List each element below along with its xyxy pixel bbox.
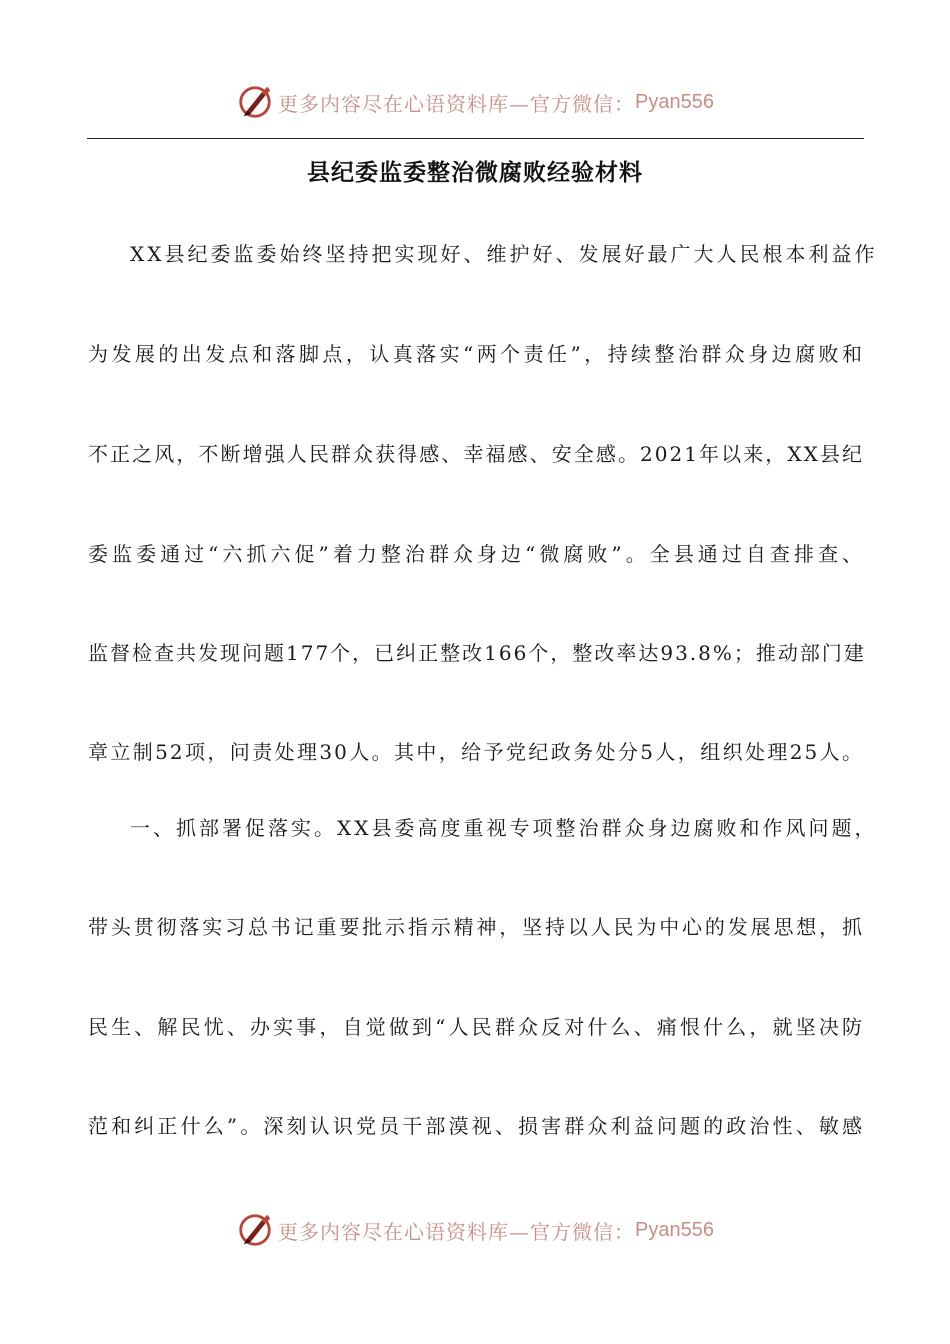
banner-text: 更多内容尽在心语资料库—官方微信：: [278, 91, 636, 116]
banner-text: 更多内容尽在心语资料库—官方微信：: [278, 1219, 636, 1244]
footer-banner: [0, 1208, 950, 1252]
body-line-2: 为发展的出发点和落脚点，认真落实“两个责任”，持续整治群众身边腐败和: [88, 342, 864, 366]
document-title: 县纪委监委整治微腐败经验材料: [307, 160, 643, 186]
body-line-8: 带头贯彻落实习总书记重要批示指示精神，坚持以人民为中心的发展思想，抓: [88, 915, 864, 939]
pen-logo-icon: [236, 83, 274, 121]
body-line-7: 一、抓部署促落实。XX县委高度重视专项整治群众身边腐败和作风问题，: [130, 816, 878, 840]
header-divider: [87, 138, 864, 139]
body-line-9: 民生、解民忧、办实事，自觉做到“人民群众反对什么、痛恨什么，就坚决防: [88, 1015, 864, 1039]
header-banner: [0, 80, 950, 124]
body-line-5: 监督检查共发现问题177个，已纠正整改166个，整改率达93.8%；推动部门建: [88, 641, 866, 665]
body-line-10: 范和纠正什么”。深刻认识党员干部漠视、损害群众利益问题的政治性、敏感: [88, 1114, 864, 1138]
pen-logo-icon: [236, 1211, 274, 1249]
banner-wechat-id: Pyan556: [635, 90, 714, 113]
body-line-3: 不正之风，不断增强人民群众获得感、幸福感、安全感。2021年以来，XX县纪: [88, 442, 864, 466]
body-line-1: XX县纪委监委始终坚持把实现好、维护好、发展好最广大人民根本利益作: [130, 242, 878, 266]
body-line-4: 委监委通过“六抓六促”着力整治群众身边“微腐败”。全县通过自查排查、: [88, 542, 864, 566]
body-line-6: 章立制52项，问责处理30人。其中，给予党纪政务处分5人，组织处理25人。: [88, 740, 864, 764]
banner-wechat-id: Pyan556: [635, 1218, 714, 1241]
